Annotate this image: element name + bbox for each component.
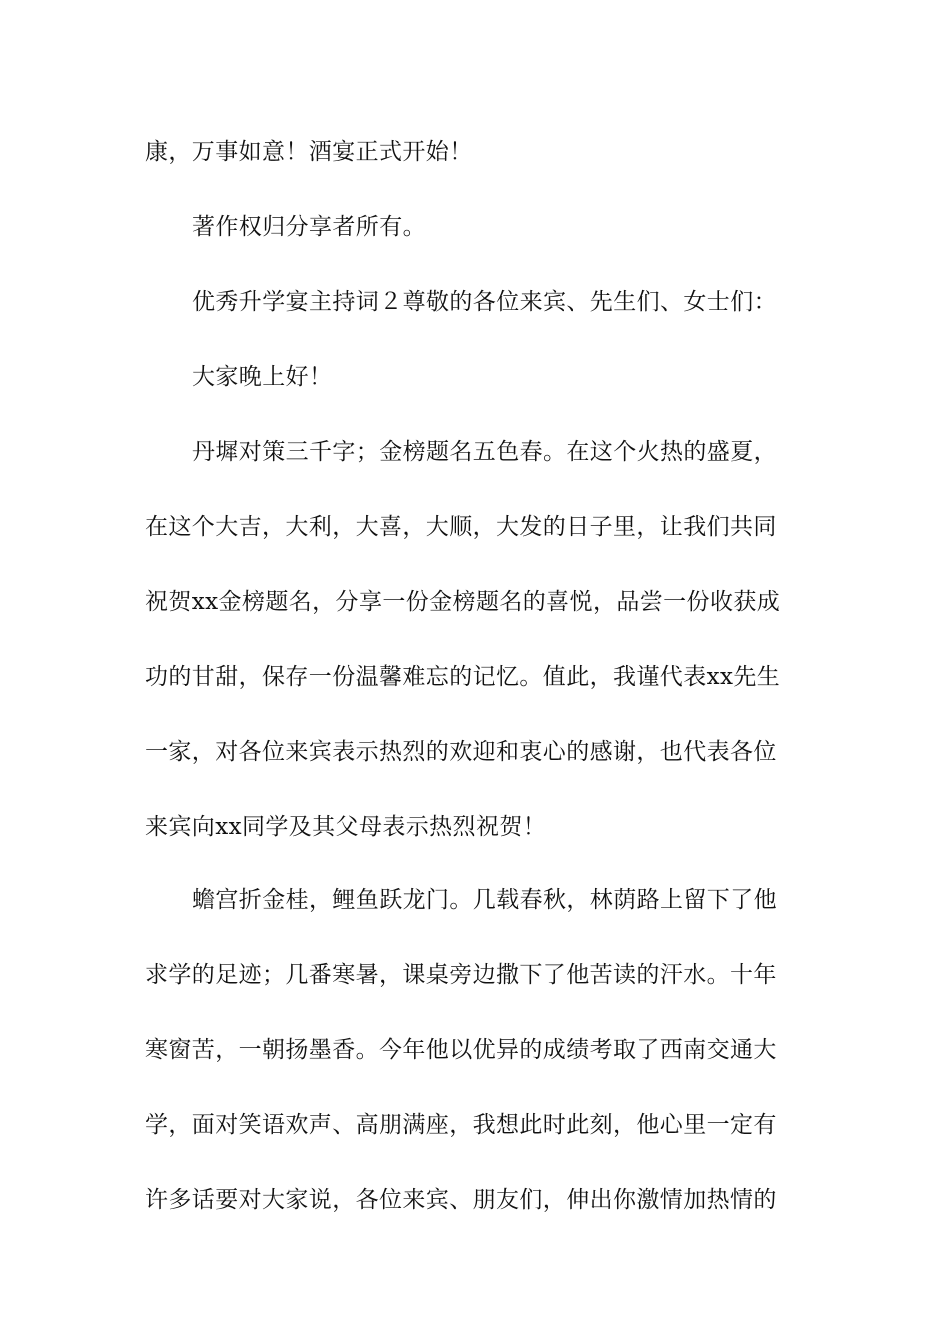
text-line: 功的甘甜，保存一份温馨难忘的记忆。值此，我谨代表xx先生 <box>145 664 781 690</box>
text-line: 蟾宫折金桂，鲤鱼跃龙门。几载春秋，林荫路上留下了他 <box>192 887 777 913</box>
text-line: 祝贺xx金榜题名，分享一份金榜题名的喜悦，品尝一份收获成 <box>145 589 781 615</box>
text-line: 在这个大吉，大利，大喜，大顺，大发的日子里，让我们共同 <box>145 514 777 540</box>
text-line: 一家，对各位来宾表示热烈的欢迎和衷心的感谢，也代表各位 <box>145 739 777 765</box>
text-line: 大家晚上好！ <box>192 364 333 390</box>
text-line: 康，万事如意！酒宴正式开始！ <box>145 139 473 165</box>
text-line: 优秀升学宴主持词２尊敬的各位来宾、先生们、女士们： <box>192 289 777 315</box>
text-line: 学，面对笑语欢声、高朋满座，我想此时此刻，他心里一定有 <box>145 1112 777 1138</box>
text-line: 寒窗苦，一朝扬墨香。今年他以优异的成绩考取了西南交通大 <box>145 1037 777 1063</box>
text-line: 丹墀对策三千字；金榜题名五色春。在这个火热的盛夏， <box>192 439 777 465</box>
text-line: 许多话要对大家说，各位来宾、朋友们，伸出你激情加热情的 <box>145 1187 777 1213</box>
text-line: 来宾向xx同学及其父母表示热烈祝贺！ <box>145 814 547 840</box>
text-line: 著作权归分享者所有。 <box>192 214 426 240</box>
text-line: 求学的足迹；几番寒暑，课桌旁边撒下了他苦读的汗水。十年 <box>145 962 777 988</box>
